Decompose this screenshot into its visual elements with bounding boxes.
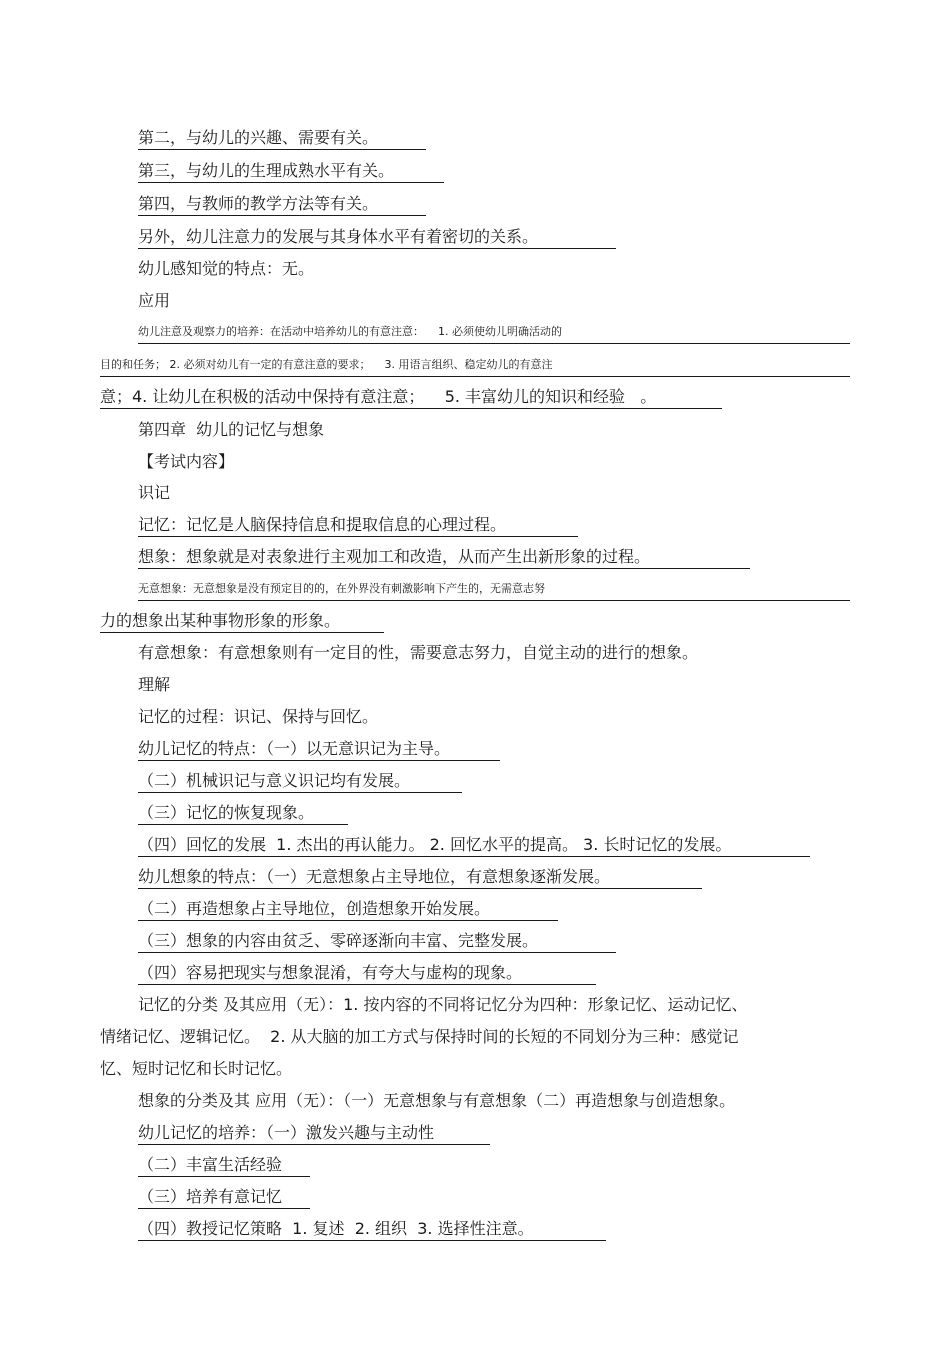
text-line: 第四，与教师的教学方法等有关。 (138, 193, 426, 216)
text-line: 无意想象：无意想象是没有预定目的的，在外界没有刺激影响下产生的，无需意志努 (138, 578, 850, 601)
section-heading: 【考试内容】 (138, 452, 235, 471)
text-line: 情绪记忆、逻辑记忆。 2. 从大脑的加工方式与保持时间的长短的不同划分为三种：感觉记 (100, 1027, 739, 1046)
text-line: 幼儿想象的特点：（一）无意想象占主导地位，有意想象逐渐发展。 (138, 866, 702, 889)
text-line: 有意想象：有意想象则有一定目的性，需要意志努力，自觉主动的进行的想象。 (138, 643, 699, 662)
text-line: 记忆：记忆是人脑保持信息和提取信息的心理过程。 (138, 514, 578, 537)
text-line: 忆、短时记忆和长时记忆。 (100, 1059, 293, 1078)
text-line: （二）机械识记与意义识记均有发展。 (138, 770, 462, 793)
text-line: 记忆的分类 及其应用（无）：1. 按内容的不同将记忆分为四种：形象记忆、运动记忆、 (138, 995, 748, 1014)
text-line: 第三，与幼儿的生理成熟水平有关。 (138, 160, 444, 183)
text-line: 目的和任务； 2. 必须对幼儿有一定的有意注意的要求； 3. 用语言组织、稳定幼儿的有意注 (100, 354, 850, 377)
chapter-title: 第四章 幼儿的记忆与想象 (138, 420, 325, 439)
text-line: （三）记忆的恢复现象。 (138, 802, 348, 825)
text-line: 幼儿记忆的特点：（一）以无意识记为主导。 (138, 738, 500, 761)
text-line: （四）容易把现实与想象混淆，有夸大与虚构的现象。 (138, 962, 596, 985)
text-line: （二）丰富生活经验 (138, 1154, 310, 1177)
text-line: 记忆的过程：识记、保持与回忆。 (138, 707, 379, 726)
text-line: （四）教授记忆策略 1. 复述 2. 组织 3. 选择性注意。 (138, 1218, 606, 1241)
text-line: （三）想象的内容由贫乏、零碎逐渐向丰富、完整发展。 (138, 930, 616, 953)
text-line: 幼儿注意及观察力的培养：在活动中培养幼儿的有意注意： 1. 必须使幼儿明确活动的 (138, 321, 850, 344)
text-line: 第二，与幼儿的兴趣、需要有关。 (138, 127, 426, 150)
section-heading: 理解 (138, 675, 171, 694)
text-line: 另外，幼儿注意力的发展与其身体水平有着密切的关系。 (138, 226, 616, 249)
text-line: 意；4. 让幼儿在积极的活动中保持有意注意； 5. 丰富幼儿的知识和经验 。 (100, 386, 722, 409)
section-heading: 识记 (138, 483, 171, 502)
text-line: 想象的分类及其 应用（无）：（一）无意想象与有意想象（二）再造想象与创造想象。 (138, 1091, 736, 1110)
text-line: 幼儿记忆的培养：（一）激发兴趣与主动性 (138, 1122, 490, 1145)
text-line: （三）培养有意记忆 (138, 1186, 310, 1209)
text-line: 力的想象出某种事物形象的形象。 (100, 610, 384, 633)
text-line: （二）再造想象占主导地位，创造想象开始发展。 (138, 898, 558, 921)
section-heading: 应用 (138, 291, 171, 310)
text-line: （四）回忆的发展 1. 杰出的再认能力。 2. 回忆水平的提高。 3. 长时记忆的发展。 (138, 834, 810, 857)
text-line: 想象：想象就是对表象进行主观加工和改造，从而产生出新形象的过程。 (138, 546, 750, 569)
text-line: 幼儿感知觉的特点：无。 (138, 259, 315, 278)
